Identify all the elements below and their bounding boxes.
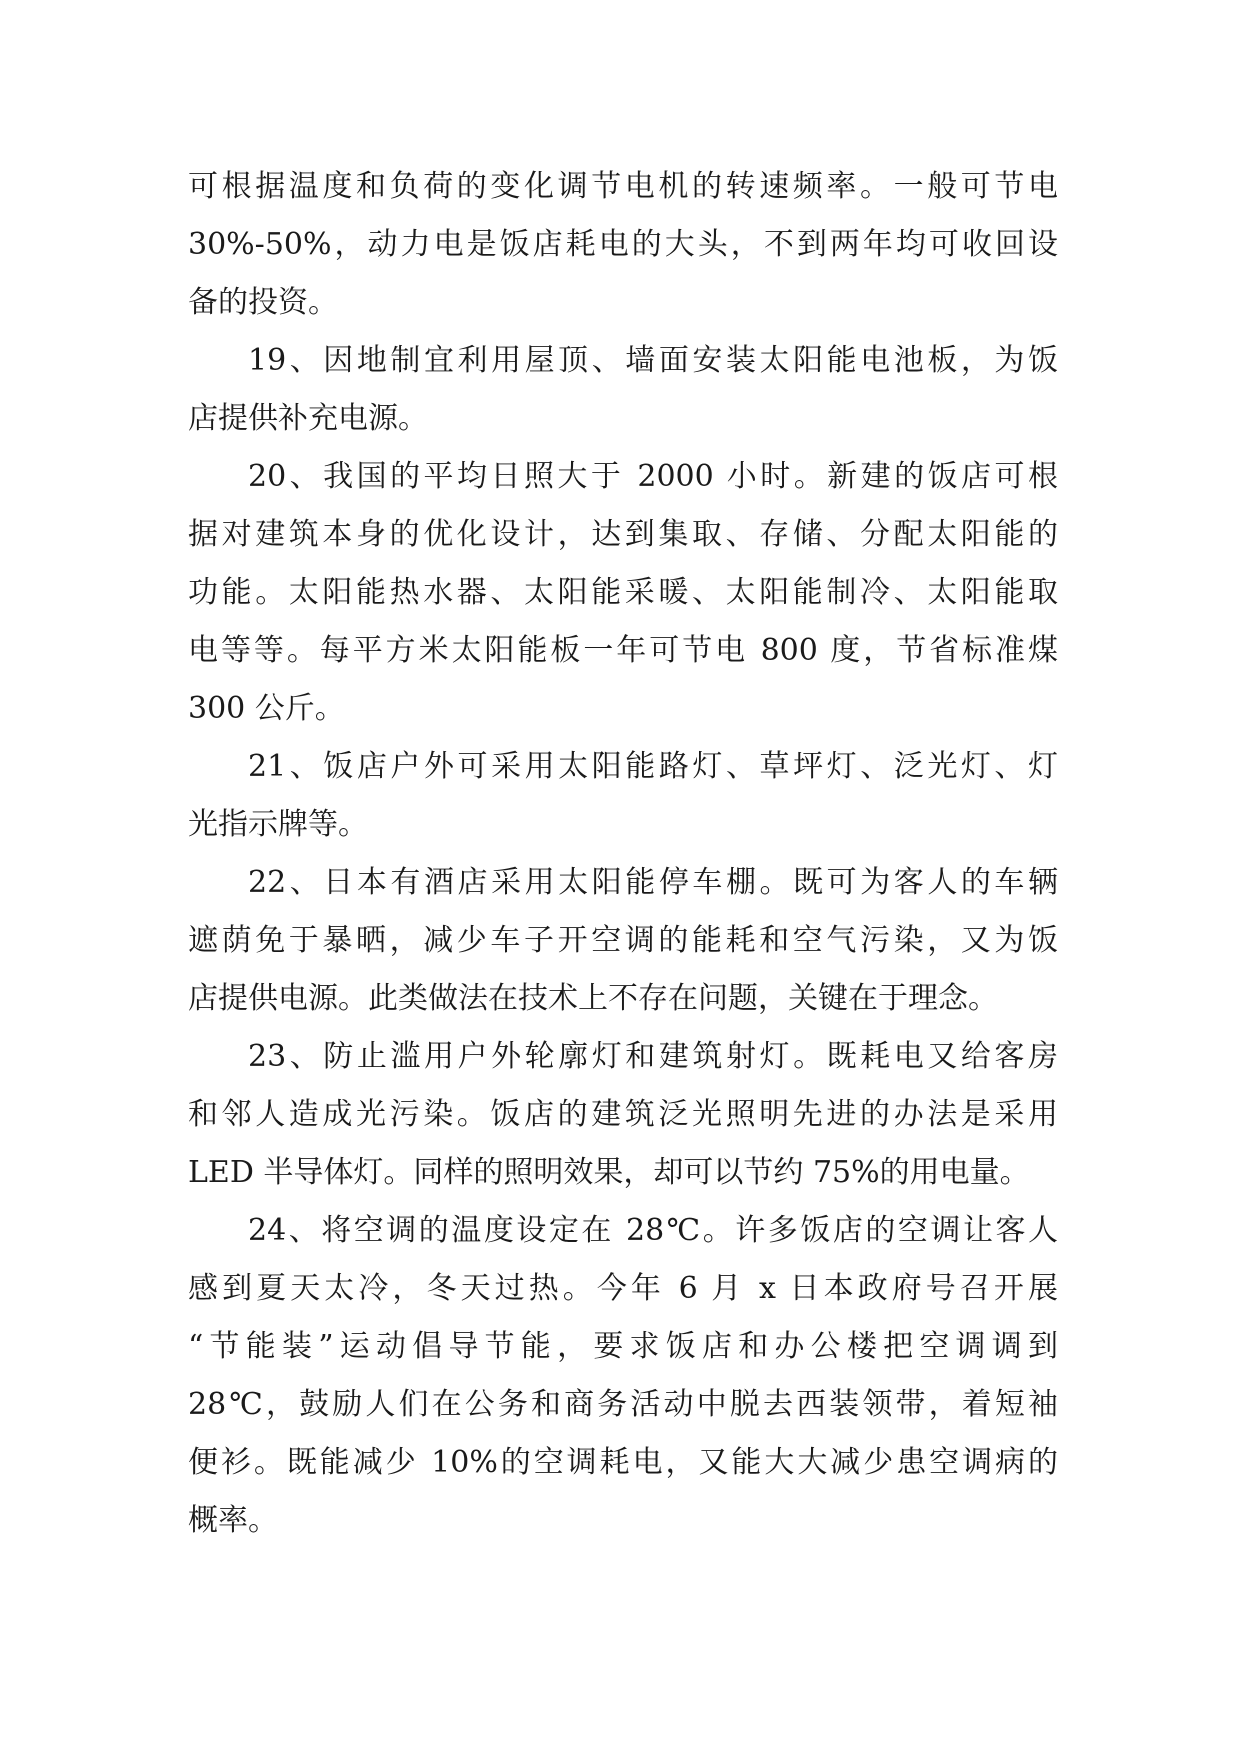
text-line: 店提供补充电源。 [188, 401, 428, 436]
text-line: 300 公斤。 [188, 691, 345, 726]
text-line: 19、因地制宜利用屋顶、墙面安装太阳能电池板，为饭 [248, 343, 1058, 378]
paragraph [188, 738, 1058, 854]
text-line: 28℃，鼓励人们在公务和商务活动中脱去西装领带，着短袖 [188, 1387, 1058, 1422]
text-line: 便衫。既能减少 10%的空调耗电，又能大大减少患空调病的 [188, 1445, 1058, 1480]
text-line: LED 半导体灯。同样的照明效果，却可以节约 75%的用电量。 [188, 1155, 1030, 1190]
text-line: 备的投资。 [188, 285, 338, 320]
text-line: 可根据温度和负荷的变化调节电机的转速频率。一般可节电 [188, 169, 1058, 204]
text-line: 电等等。每平方米太阳能板一年可节电 800 度，节省标准煤 [188, 633, 1058, 668]
text-line: “节能装”运动倡导节能，要求饭店和办公楼把空调调到 [188, 1329, 1058, 1364]
text-line: 20、我国的平均日照大于 2000 小时。新建的饭店可根 [248, 459, 1058, 494]
text-line: 遮荫免于暴晒，减少车子开空调的能耗和空气污染，又为饭 [188, 923, 1058, 958]
text-line: 24、将空调的温度设定在 28℃。许多饭店的空调让客人 [248, 1213, 1058, 1248]
paragraph [188, 1202, 1058, 1550]
text-line: 店提供电源。此类做法在技术上不存在问题，关键在于理念。 [188, 981, 998, 1016]
text-line: 30%-50%，动力电是饭店耗电的大头，不到两年均可收回设 [188, 227, 1058, 262]
text-line: 23、防止滥用户外轮廓灯和建筑射灯。既耗电又给客房 [248, 1039, 1058, 1074]
paragraph [188, 1028, 1058, 1202]
paragraph [188, 158, 1058, 332]
text-line: 22、日本有酒店采用太阳能停车棚。既可为客人的车辆 [248, 865, 1058, 900]
text-line: 功能。太阳能热水器、太阳能采暖、太阳能制冷、太阳能取 [188, 575, 1058, 610]
document-body [188, 158, 1058, 1550]
paragraph [188, 448, 1058, 738]
text-line: 21、饭店户外可采用太阳能路灯、草坪灯、泛光灯、灯 [248, 749, 1058, 784]
text-line: 光指示牌等。 [188, 807, 368, 842]
text-line: 概率。 [188, 1503, 278, 1538]
paragraph [188, 854, 1058, 1028]
text-line: 感到夏天太冷，冬天过热。今年 6 月 x 日本政府号召开展 [188, 1271, 1058, 1306]
paragraph [188, 332, 1058, 448]
text-line: 和邻人造成光污染。饭店的建筑泛光照明先进的办法是采用 [188, 1097, 1058, 1132]
text-line: 据对建筑本身的优化设计，达到集取、存储、分配太阳能的 [188, 517, 1058, 552]
